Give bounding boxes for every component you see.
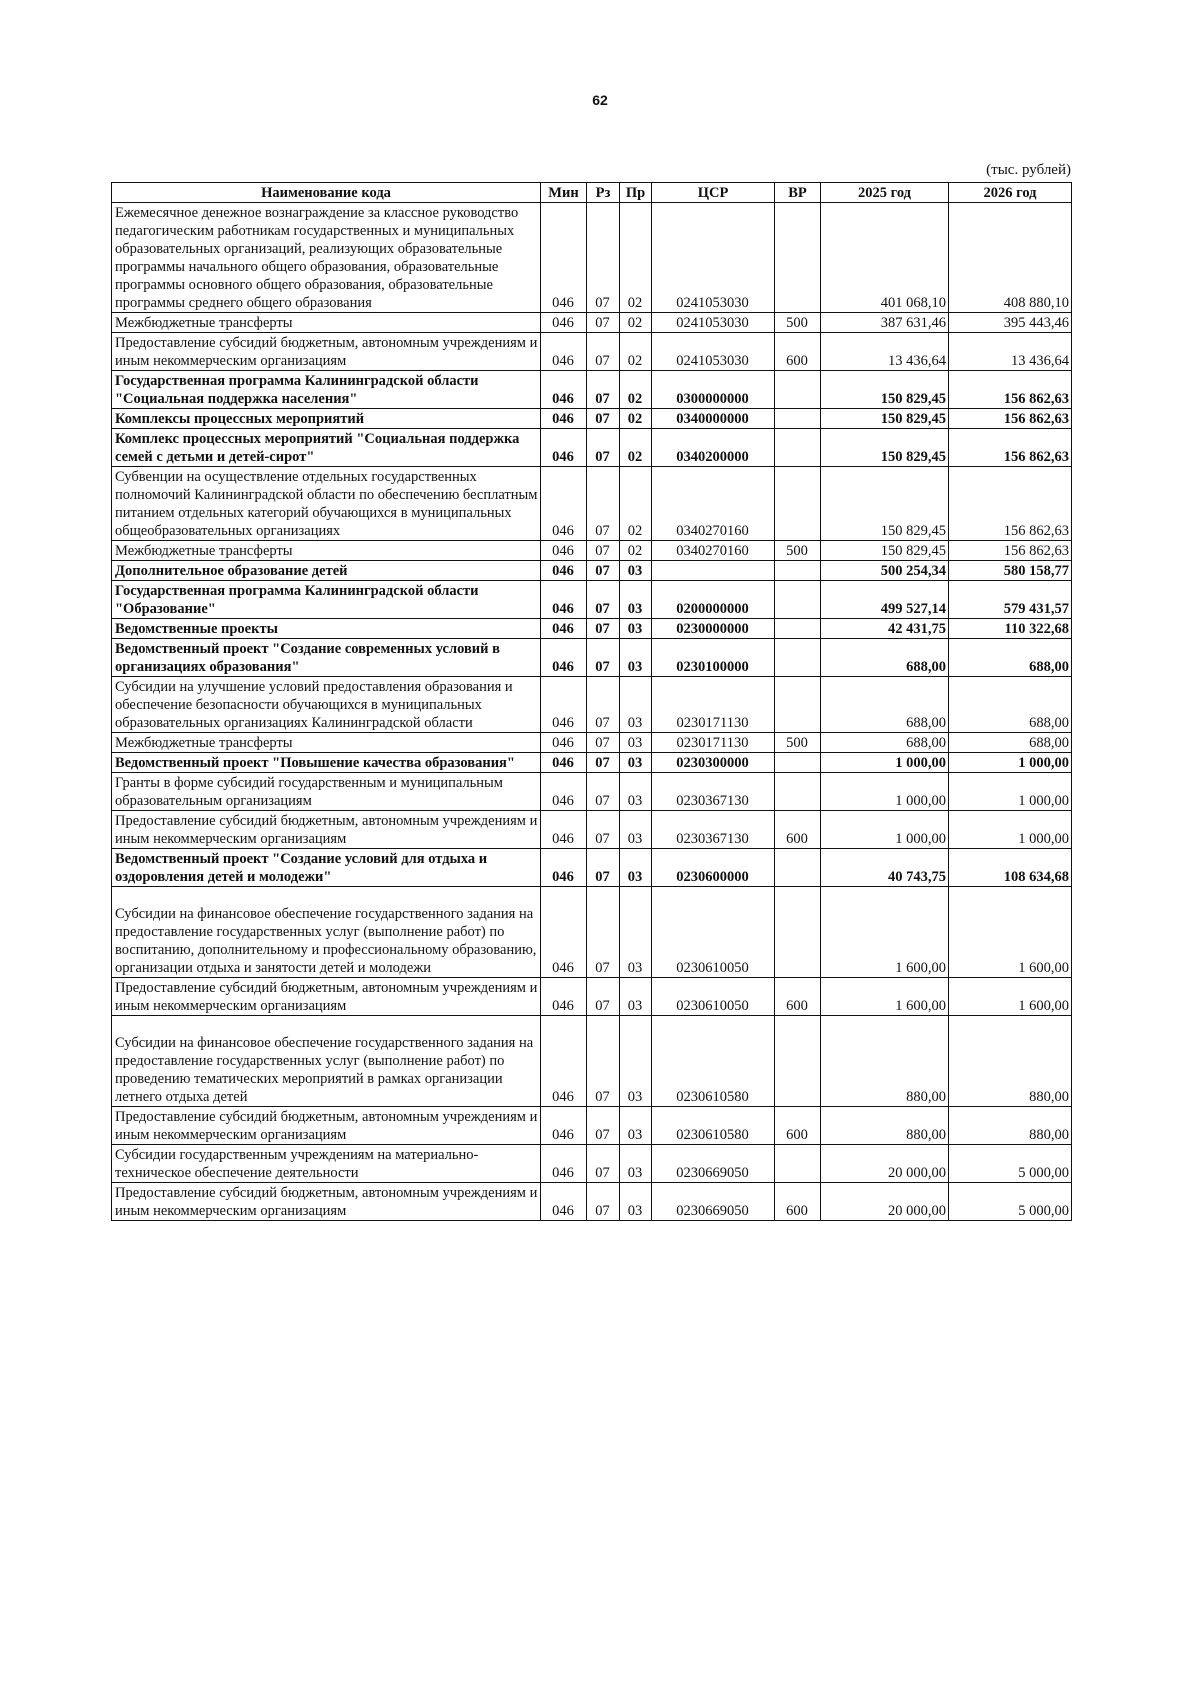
cell-rz: 07	[587, 1107, 620, 1145]
cell-pr: 03	[620, 1145, 652, 1183]
cell-2026: 156 862,63	[949, 371, 1072, 409]
cell-2026: 1 600,00	[949, 887, 1072, 978]
cell-2025: 688,00	[821, 677, 949, 733]
table-row	[112, 203, 1072, 313]
table-row	[112, 619, 1072, 639]
cell-min: 046	[541, 371, 587, 409]
cell-pr: 02	[620, 333, 652, 371]
cell-csr: 0340000000	[652, 409, 775, 429]
cell-name: Ведомственный проект "Создание условий для отдыха и оздоровления детей и молодежи"	[112, 849, 541, 887]
cell-min: 046	[541, 773, 587, 811]
table-body	[112, 203, 1072, 1221]
cell-2025: 500 254,34	[821, 561, 949, 581]
cell-csr: 0340270160	[652, 541, 775, 561]
cell-rz: 07	[587, 203, 620, 313]
cell-2026: 1 000,00	[949, 753, 1072, 773]
table-row	[112, 313, 1072, 333]
cell-2025: 688,00	[821, 733, 949, 753]
cell-rz: 07	[587, 1016, 620, 1107]
cell-csr	[652, 561, 775, 581]
cell-2025: 20 000,00	[821, 1145, 949, 1183]
cell-rz: 07	[587, 733, 620, 753]
cell-2026: 156 862,63	[949, 541, 1072, 561]
cell-min: 046	[541, 581, 587, 619]
cell-csr: 0230669050	[652, 1145, 775, 1183]
cell-2026: 688,00	[949, 733, 1072, 753]
table-row	[112, 467, 1072, 541]
cell-vr	[775, 409, 821, 429]
cell-pr: 02	[620, 467, 652, 541]
cell-csr: 0230610580	[652, 1016, 775, 1107]
table-header-row	[112, 183, 1072, 203]
cell-vr	[775, 581, 821, 619]
cell-name: Ведомственные проекты	[112, 619, 541, 639]
cell-pr: 03	[620, 677, 652, 733]
cell-rz: 07	[587, 1145, 620, 1183]
cell-pr: 03	[620, 753, 652, 773]
cell-min: 046	[541, 429, 587, 467]
cell-name: Гранты в форме субсидий государственным и муниципальным образовательным организациям	[112, 773, 541, 811]
cell-vr	[775, 203, 821, 313]
cell-name: Субсидии на финансовое обеспечение государственного задания на предоставление государственных услуг (выполнение работ) по проведению тематических мероприятий в рамках организации летнего отдыха детей	[112, 1016, 541, 1107]
cell-2025: 401 068,10	[821, 203, 949, 313]
cell-csr: 0230171130	[652, 677, 775, 733]
header-2026: 2026 год	[949, 183, 1072, 203]
cell-2025: 150 829,45	[821, 371, 949, 409]
table-row	[112, 1145, 1072, 1183]
header-csr: ЦСР	[652, 183, 775, 203]
cell-2025: 150 829,45	[821, 541, 949, 561]
cell-2025: 387 631,46	[821, 313, 949, 333]
header-rz: Рз	[587, 183, 620, 203]
cell-vr	[775, 773, 821, 811]
table-row	[112, 429, 1072, 467]
cell-vr	[775, 561, 821, 581]
table-row	[112, 849, 1072, 887]
cell-pr: 02	[620, 429, 652, 467]
cell-2026: 580 158,77	[949, 561, 1072, 581]
cell-csr: 0241053030	[652, 333, 775, 371]
cell-vr	[775, 677, 821, 733]
cell-min: 046	[541, 1016, 587, 1107]
table-row	[112, 677, 1072, 733]
cell-name: Предоставление субсидий бюджетным, автономным учреждениям и иным некоммерческим организациям	[112, 811, 541, 849]
cell-name: Предоставление субсидий бюджетным, автономным учреждениям и иным некоммерческим организациям	[112, 1183, 541, 1221]
cell-2025: 880,00	[821, 1016, 949, 1107]
cell-csr: 0230600000	[652, 849, 775, 887]
cell-csr: 0241053030	[652, 313, 775, 333]
cell-vr: 500	[775, 541, 821, 561]
header-min: Мин	[541, 183, 587, 203]
cell-2025: 20 000,00	[821, 1183, 949, 1221]
cell-min: 046	[541, 639, 587, 677]
cell-vr	[775, 371, 821, 409]
cell-vr	[775, 753, 821, 773]
cell-2026: 156 862,63	[949, 467, 1072, 541]
cell-rz: 07	[587, 581, 620, 619]
cell-2026: 156 862,63	[949, 429, 1072, 467]
cell-pr: 03	[620, 811, 652, 849]
cell-2025: 42 431,75	[821, 619, 949, 639]
cell-pr: 03	[620, 1016, 652, 1107]
cell-2026: 5 000,00	[949, 1183, 1072, 1221]
cell-name: Государственная программа Калининградской области "Образование"	[112, 581, 541, 619]
budget-table	[111, 182, 1072, 1221]
cell-2025: 880,00	[821, 1107, 949, 1145]
cell-rz: 07	[587, 619, 620, 639]
cell-name: Межбюджетные трансферты	[112, 733, 541, 753]
table-row	[112, 561, 1072, 581]
cell-2025: 150 829,45	[821, 467, 949, 541]
cell-2026: 880,00	[949, 1107, 1072, 1145]
cell-2025: 499 527,14	[821, 581, 949, 619]
cell-2025: 40 743,75	[821, 849, 949, 887]
cell-min: 046	[541, 203, 587, 313]
table-row	[112, 811, 1072, 849]
cell-rz: 07	[587, 429, 620, 467]
cell-pr: 03	[620, 773, 652, 811]
cell-name: Комплексы процессных мероприятий	[112, 409, 541, 429]
cell-pr: 02	[620, 203, 652, 313]
table-row	[112, 773, 1072, 811]
cell-min: 046	[541, 811, 587, 849]
cell-rz: 07	[587, 978, 620, 1016]
cell-min: 046	[541, 541, 587, 561]
cell-rz: 07	[587, 371, 620, 409]
cell-name: Ведомственный проект "Повышение качества образования"	[112, 753, 541, 773]
cell-pr: 03	[620, 1107, 652, 1145]
cell-rz: 07	[587, 313, 620, 333]
cell-rz: 07	[587, 467, 620, 541]
cell-csr: 0230100000	[652, 639, 775, 677]
cell-csr: 0200000000	[652, 581, 775, 619]
cell-name: Субвенции на осуществление отдельных государственных полномочий Калининградской области по обеспечению бесплатным питанием отдельных категорий обучающихся в муниципальных общеобразовательных организациях	[112, 467, 541, 541]
cell-min: 046	[541, 561, 587, 581]
cell-vr	[775, 1145, 821, 1183]
table-row	[112, 733, 1072, 753]
cell-name: Субсидии государственным учреждениям на материально-техническое обеспечение деятельности	[112, 1145, 541, 1183]
cell-min: 046	[541, 467, 587, 541]
cell-vr: 500	[775, 313, 821, 333]
cell-min: 046	[541, 733, 587, 753]
cell-2025: 150 829,45	[821, 429, 949, 467]
cell-2025: 1 600,00	[821, 978, 949, 1016]
cell-csr: 0230669050	[652, 1183, 775, 1221]
cell-vr	[775, 1016, 821, 1107]
cell-name: Комплекс процессных мероприятий "Социальная поддержка семей с детьми и детей-сирот"	[112, 429, 541, 467]
cell-csr: 0230610580	[652, 1107, 775, 1145]
table-row	[112, 409, 1072, 429]
cell-vr: 600	[775, 1183, 821, 1221]
cell-vr: 600	[775, 333, 821, 371]
cell-rz: 07	[587, 409, 620, 429]
cell-pr: 02	[620, 313, 652, 333]
cell-min: 046	[541, 887, 587, 978]
cell-rz: 07	[587, 541, 620, 561]
cell-vr	[775, 619, 821, 639]
cell-pr: 02	[620, 541, 652, 561]
cell-2026: 5 000,00	[949, 1145, 1072, 1183]
table-row	[112, 1016, 1072, 1107]
cell-csr: 0230171130	[652, 733, 775, 753]
table-row	[112, 541, 1072, 561]
cell-csr: 0230610050	[652, 887, 775, 978]
header-2025: 2025 год	[821, 183, 949, 203]
table-row	[112, 333, 1072, 371]
cell-2026: 1 000,00	[949, 811, 1072, 849]
cell-min: 046	[541, 1107, 587, 1145]
table-row	[112, 1183, 1072, 1221]
cell-min: 046	[541, 619, 587, 639]
cell-pr: 03	[620, 1183, 652, 1221]
cell-2026: 408 880,10	[949, 203, 1072, 313]
cell-name: Ежемесячное денежное вознаграждение за классное руководство педагогическим работникам государственных и муниципальных образовательных организаций, реализующих образовательные программы начального общего образования, образовательные программы основного общего образования, образовательные программы среднего общего образования	[112, 203, 541, 313]
table-row	[112, 978, 1072, 1016]
cell-2025: 1 600,00	[821, 887, 949, 978]
cell-min: 046	[541, 409, 587, 429]
page-number: 62	[592, 92, 608, 108]
cell-name: Дополнительное образование детей	[112, 561, 541, 581]
cell-vr	[775, 467, 821, 541]
cell-pr: 03	[620, 733, 652, 753]
cell-pr: 03	[620, 887, 652, 978]
table-row	[112, 1107, 1072, 1145]
cell-2025: 688,00	[821, 639, 949, 677]
cell-name: Субсидии на улучшение условий предоставления образования и обеспечение безопасности обучающихся в муниципальных образовательных организациях Калининградской области	[112, 677, 541, 733]
cell-2025: 1 000,00	[821, 811, 949, 849]
cell-name: Межбюджетные трансферты	[112, 541, 541, 561]
cell-2026: 688,00	[949, 677, 1072, 733]
cell-2026: 1 000,00	[949, 773, 1072, 811]
cell-name: Государственная программа Калининградской области "Социальная поддержка населения"	[112, 371, 541, 409]
cell-rz: 07	[587, 887, 620, 978]
cell-vr	[775, 639, 821, 677]
cell-2025: 1 000,00	[821, 753, 949, 773]
cell-rz: 07	[587, 639, 620, 677]
table-row	[112, 887, 1072, 978]
cell-csr: 0241053030	[652, 203, 775, 313]
cell-csr: 0230367130	[652, 811, 775, 849]
cell-pr: 03	[620, 849, 652, 887]
cell-rz: 07	[587, 811, 620, 849]
cell-2026: 880,00	[949, 1016, 1072, 1107]
cell-csr: 0300000000	[652, 371, 775, 409]
cell-2026: 688,00	[949, 639, 1072, 677]
cell-min: 046	[541, 753, 587, 773]
cell-csr: 0230610050	[652, 978, 775, 1016]
cell-vr: 600	[775, 811, 821, 849]
cell-min: 046	[541, 313, 587, 333]
cell-pr: 03	[620, 619, 652, 639]
cell-min: 046	[541, 1145, 587, 1183]
cell-2025: 150 829,45	[821, 409, 949, 429]
cell-2026: 110 322,68	[949, 619, 1072, 639]
cell-rz: 07	[587, 333, 620, 371]
cell-vr	[775, 429, 821, 467]
cell-vr	[775, 849, 821, 887]
cell-2026: 13 436,64	[949, 333, 1072, 371]
cell-2026: 395 443,46	[949, 313, 1072, 333]
cell-min: 046	[541, 849, 587, 887]
cell-csr: 0230367130	[652, 773, 775, 811]
header-vr: ВР	[775, 183, 821, 203]
header-pr: Пр	[620, 183, 652, 203]
cell-name: Ведомственный проект "Создание современных условий в организациях образования"	[112, 639, 541, 677]
cell-csr: 0230000000	[652, 619, 775, 639]
cell-rz: 07	[587, 677, 620, 733]
cell-pr: 03	[620, 561, 652, 581]
cell-csr: 0230300000	[652, 753, 775, 773]
cell-name: Субсидии на финансовое обеспечение государственного задания на предоставление государственных услуг (выполнение работ) по воспитанию, дополнительному и профессиональному образованию, организации отдыха и занятости детей и молодежи	[112, 887, 541, 978]
cell-min: 046	[541, 333, 587, 371]
cell-min: 046	[541, 1183, 587, 1221]
cell-2026: 1 600,00	[949, 978, 1072, 1016]
cell-vr: 600	[775, 1107, 821, 1145]
cell-2025: 13 436,64	[821, 333, 949, 371]
cell-pr: 02	[620, 409, 652, 429]
cell-2026: 156 862,63	[949, 409, 1072, 429]
cell-rz: 07	[587, 1183, 620, 1221]
cell-rz: 07	[587, 561, 620, 581]
cell-pr: 03	[620, 581, 652, 619]
cell-pr: 02	[620, 371, 652, 409]
cell-csr: 0340270160	[652, 467, 775, 541]
cell-name: Предоставление субсидий бюджетным, автономным учреждениям и иным некоммерческим организациям	[112, 333, 541, 371]
cell-vr: 600	[775, 978, 821, 1016]
cell-rz: 07	[587, 773, 620, 811]
cell-2026: 108 634,68	[949, 849, 1072, 887]
table-row	[112, 581, 1072, 619]
table-row	[112, 753, 1072, 773]
cell-rz: 07	[587, 849, 620, 887]
cell-name: Межбюджетные трансферты	[112, 313, 541, 333]
cell-rz: 07	[587, 753, 620, 773]
cell-min: 046	[541, 978, 587, 1016]
cell-pr: 03	[620, 978, 652, 1016]
cell-pr: 03	[620, 639, 652, 677]
cell-name: Предоставление субсидий бюджетным, автономным учреждениям и иным некоммерческим организациям	[112, 1107, 541, 1145]
cell-vr: 500	[775, 733, 821, 753]
table-row	[112, 371, 1072, 409]
units-label: (тыс. рублей)	[986, 162, 1071, 178]
table-row	[112, 639, 1072, 677]
cell-name: Предоставление субсидий бюджетным, автономным учреждениям и иным некоммерческим организациям	[112, 978, 541, 1016]
header-name: Наименование кода	[112, 183, 541, 203]
cell-min: 046	[541, 677, 587, 733]
cell-vr	[775, 887, 821, 978]
cell-2025: 1 000,00	[821, 773, 949, 811]
cell-csr: 0340200000	[652, 429, 775, 467]
cell-2026: 579 431,57	[949, 581, 1072, 619]
